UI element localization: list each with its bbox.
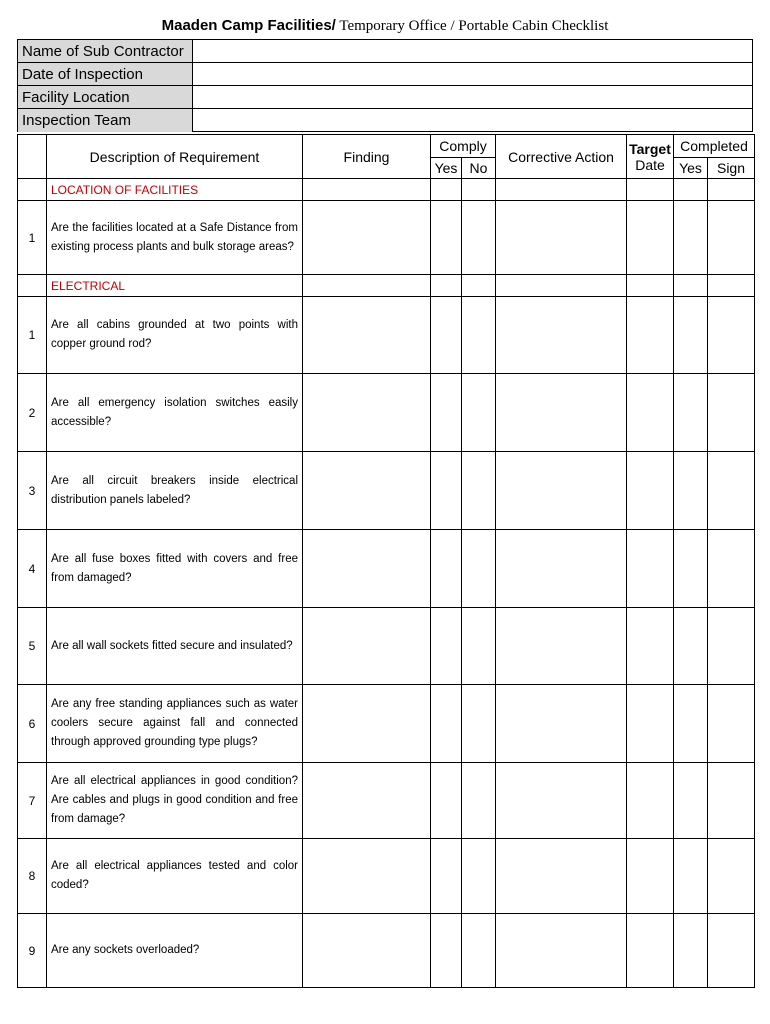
header-num-col <box>18 135 47 179</box>
comply-no-cell[interactable] <box>462 685 496 763</box>
info-value-location[interactable] <box>193 86 753 109</box>
item-description: Are all fuse boxes fitted with covers and free from damaged? <box>47 530 303 608</box>
item-number: 7 <box>18 763 47 839</box>
item-description: Are all emergency isolation switches easily accessible? <box>47 374 303 452</box>
header-target-date-line1: Target <box>629 140 671 157</box>
header-comply-yes: Yes <box>431 158 462 179</box>
finding-cell[interactable] <box>303 685 431 763</box>
target-date-cell[interactable] <box>627 297 674 374</box>
corrective-action-cell[interactable] <box>496 374 627 452</box>
title-bold: Maaden Camp Facilities/ <box>161 17 336 34</box>
completed-yes-cell[interactable] <box>674 839 708 914</box>
completed-sign-cell[interactable] <box>708 201 755 275</box>
item-number: 4 <box>18 530 47 608</box>
info-row-date <box>18 63 753 86</box>
title-rest: Temporary Office / Portable Cabin Checklist <box>335 18 609 34</box>
item-description: Are all electrical appliances in good condition? Are cables and plugs in good condition and free from damage? <box>47 763 303 839</box>
target-date-cell[interactable] <box>627 374 674 452</box>
item-description: Are any sockets overloaded? <box>47 914 303 988</box>
section-row-location <box>18 179 755 201</box>
completed-sign-cell[interactable] <box>708 685 755 763</box>
info-row-team <box>18 109 753 132</box>
checklist-row <box>18 608 755 685</box>
section-cell <box>431 275 462 297</box>
info-value-sub-contractor[interactable] <box>193 40 753 63</box>
checklist-row <box>18 839 755 914</box>
item-number: 6 <box>18 685 47 763</box>
header-row-1 <box>18 135 755 158</box>
completed-sign-cell[interactable] <box>708 530 755 608</box>
checklist-row <box>18 374 755 452</box>
item-description: Are all electrical appliances tested and color coded? <box>47 839 303 914</box>
checklist-row <box>18 530 755 608</box>
finding-cell[interactable] <box>303 763 431 839</box>
comply-no-cell[interactable] <box>462 608 496 685</box>
section-cell <box>708 179 755 201</box>
comply-no-cell[interactable] <box>462 374 496 452</box>
item-description: Are all circuit breakers inside electrical distribution panels labeled? <box>47 452 303 530</box>
section-cell <box>674 275 708 297</box>
finding-cell[interactable] <box>303 201 431 275</box>
section-title-location: LOCATION OF FACILITIES <box>47 179 303 201</box>
comply-no-cell[interactable] <box>462 452 496 530</box>
completed-sign-cell[interactable] <box>708 839 755 914</box>
target-date-cell[interactable] <box>627 530 674 608</box>
comply-yes-cell[interactable] <box>431 914 462 988</box>
info-label-date: Date of Inspection <box>18 63 193 86</box>
finding-cell[interactable] <box>303 608 431 685</box>
corrective-action-cell[interactable] <box>496 297 627 374</box>
target-date-cell[interactable] <box>627 914 674 988</box>
checklist-row <box>18 452 755 530</box>
corrective-action-cell[interactable] <box>496 763 627 839</box>
corrective-action-cell[interactable] <box>496 914 627 988</box>
item-description: Are all wall sockets fitted secure and insulated? <box>47 608 303 685</box>
completed-yes-cell[interactable] <box>674 297 708 374</box>
section-finding-cell <box>303 275 431 297</box>
item-description: Are any free standing appliances such as water coolers secure against fall and connected through approved grounding type plugs? <box>47 685 303 763</box>
corrective-action-cell[interactable] <box>496 839 627 914</box>
completed-sign-cell[interactable] <box>708 374 755 452</box>
target-date-cell[interactable] <box>627 452 674 530</box>
checklist-row <box>18 763 755 839</box>
section-cell <box>496 179 627 201</box>
comply-yes-cell[interactable] <box>431 374 462 452</box>
completed-sign-cell[interactable] <box>708 914 755 988</box>
header-comply-no: No <box>462 158 496 179</box>
info-value-team[interactable] <box>193 109 753 132</box>
header-description: Description of Requirement <box>47 135 303 179</box>
completed-sign-cell[interactable] <box>708 452 755 530</box>
completed-yes-cell[interactable] <box>674 763 708 839</box>
comply-yes-cell[interactable] <box>431 685 462 763</box>
info-label-team: Inspection Team <box>18 109 193 132</box>
completed-yes-cell[interactable] <box>674 374 708 452</box>
comply-yes-cell[interactable] <box>431 297 462 374</box>
info-label-sub-contractor: Name of Sub Contractor <box>18 40 193 63</box>
checklist-row <box>18 685 755 763</box>
header-comply: Comply <box>431 135 496 158</box>
section-cell <box>708 275 755 297</box>
checklist-row <box>18 914 755 988</box>
section-cell <box>431 179 462 201</box>
corrective-action-cell[interactable] <box>496 608 627 685</box>
corrective-action-cell[interactable] <box>496 201 627 275</box>
section-cell <box>462 179 496 201</box>
comply-no-cell[interactable] <box>462 201 496 275</box>
header-corrective-action: Corrective Action <box>496 135 627 179</box>
section-cell <box>462 275 496 297</box>
header-completed: Completed <box>674 135 755 158</box>
comply-no-cell[interactable] <box>462 297 496 374</box>
target-date-cell[interactable] <box>627 763 674 839</box>
target-date-cell[interactable] <box>627 201 674 275</box>
completed-yes-cell[interactable] <box>674 530 708 608</box>
completed-yes-cell[interactable] <box>674 452 708 530</box>
comply-yes-cell[interactable] <box>431 452 462 530</box>
completed-yes-cell[interactable] <box>674 914 708 988</box>
info-row-sub-contractor <box>18 40 753 63</box>
item-description: Are the facilities located at a Safe Distance from existing process plants and bulk storage areas? <box>47 201 303 275</box>
section-cell <box>627 179 674 201</box>
comply-yes-cell[interactable] <box>431 763 462 839</box>
inspection-info-table <box>17 39 753 132</box>
header-target-date <box>627 135 674 179</box>
comply-yes-cell[interactable] <box>431 839 462 914</box>
corrective-action-cell[interactable] <box>496 452 627 530</box>
section-cell <box>496 275 627 297</box>
finding-cell[interactable] <box>303 914 431 988</box>
header-finding: Finding <box>303 135 431 179</box>
comply-no-cell[interactable] <box>462 530 496 608</box>
finding-cell[interactable] <box>303 374 431 452</box>
finding-cell[interactable] <box>303 839 431 914</box>
completed-sign-cell[interactable] <box>708 763 755 839</box>
item-number: 3 <box>18 452 47 530</box>
section-cell <box>627 275 674 297</box>
section-title-electrical: ELECTRICAL <box>47 275 303 297</box>
completed-yes-cell[interactable] <box>674 685 708 763</box>
section-row-electrical <box>18 275 755 297</box>
item-number: 2 <box>18 374 47 452</box>
section-num-cell <box>18 275 47 297</box>
corrective-action-cell[interactable] <box>496 685 627 763</box>
completed-yes-cell[interactable] <box>674 608 708 685</box>
target-date-cell[interactable] <box>627 839 674 914</box>
header-completed-yes: Yes <box>674 158 708 179</box>
completed-yes-cell[interactable] <box>674 201 708 275</box>
info-row-location <box>18 86 753 109</box>
document-title <box>0 17 770 35</box>
checklist-row <box>18 297 755 374</box>
comply-no-cell[interactable] <box>462 914 496 988</box>
checklist-row <box>18 201 755 275</box>
item-description: Are all cabins grounded at two points with copper ground rod? <box>47 297 303 374</box>
comply-yes-cell[interactable] <box>431 608 462 685</box>
checklist-table <box>17 134 755 988</box>
item-number: 5 <box>18 608 47 685</box>
header-completed-sign: Sign <box>708 158 755 179</box>
corrective-action-cell[interactable] <box>496 530 627 608</box>
item-number: 9 <box>18 914 47 988</box>
finding-cell[interactable] <box>303 530 431 608</box>
comply-no-cell[interactable] <box>462 839 496 914</box>
target-date-cell[interactable] <box>627 685 674 763</box>
section-num-cell <box>18 179 47 201</box>
item-number: 1 <box>18 297 47 374</box>
comply-yes-cell[interactable] <box>431 530 462 608</box>
info-value-date[interactable] <box>193 63 753 86</box>
target-date-cell[interactable] <box>627 608 674 685</box>
comply-no-cell[interactable] <box>462 763 496 839</box>
completed-sign-cell[interactable] <box>708 608 755 685</box>
item-number: 8 <box>18 839 47 914</box>
finding-cell[interactable] <box>303 452 431 530</box>
completed-sign-cell[interactable] <box>708 297 755 374</box>
info-label-location: Facility Location <box>18 86 193 109</box>
header-target-date-line2: Date <box>635 156 665 173</box>
section-finding-cell <box>303 179 431 201</box>
comply-yes-cell[interactable] <box>431 201 462 275</box>
item-number: 1 <box>18 201 47 275</box>
finding-cell[interactable] <box>303 297 431 374</box>
section-cell <box>674 179 708 201</box>
